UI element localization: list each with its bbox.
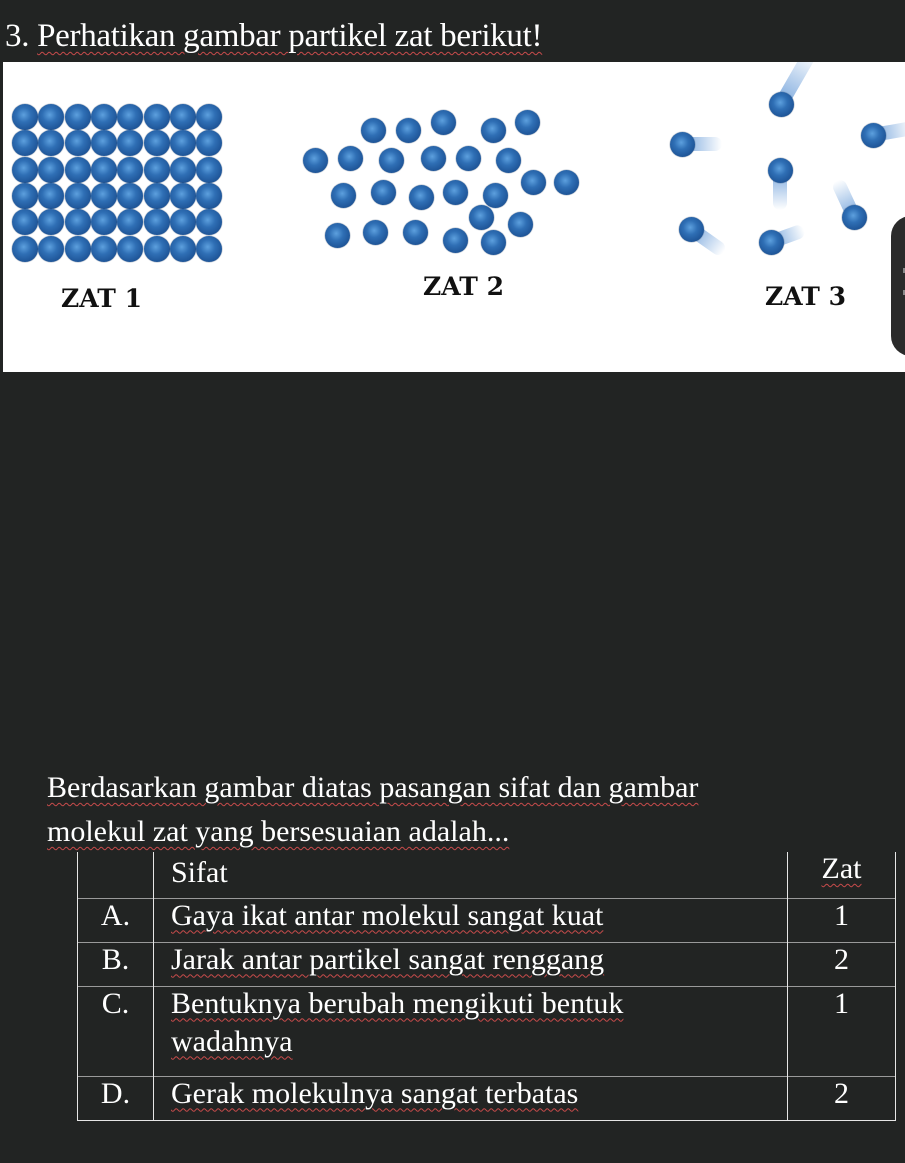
header-zat-cell: [788, 852, 896, 898]
particle: [196, 157, 222, 183]
particle: [371, 180, 396, 205]
particle: [196, 209, 222, 235]
particle: [144, 183, 170, 209]
particle: [483, 183, 508, 208]
option-sifat-cont: wadahnya: [171, 1024, 293, 1058]
particle: [325, 223, 350, 248]
particle: [38, 130, 64, 156]
particle: [196, 104, 222, 130]
particle: [144, 157, 170, 183]
particle: [379, 148, 404, 173]
particle: [65, 209, 91, 235]
particle: [12, 209, 38, 235]
option-zat: 2: [788, 1076, 896, 1120]
option-zat: 2: [788, 942, 896, 986]
particle: [117, 183, 143, 209]
particle: [496, 148, 521, 173]
zat-1-label: ZAT 1: [61, 284, 142, 313]
particle: [842, 205, 867, 230]
zat-3-label: ZAT 3: [765, 282, 846, 311]
particle: [117, 130, 143, 156]
particle: [144, 130, 170, 156]
table-row[interactable]: [78, 986, 896, 1076]
particle: [91, 209, 117, 235]
particle: [196, 183, 222, 209]
particle: [759, 230, 784, 255]
table-row[interactable]: [78, 1076, 896, 1120]
particle: [331, 183, 356, 208]
particle: [91, 130, 117, 156]
particle: [38, 104, 64, 130]
particle: [65, 130, 91, 156]
particle: [170, 236, 196, 262]
zat-2-label: ZAT 2: [423, 272, 504, 301]
particle: [508, 212, 533, 237]
header-sifat: Sifat: [154, 852, 788, 898]
question-title: [5, 18, 542, 55]
answer-table: [77, 852, 896, 1121]
particle: [65, 183, 91, 209]
option-sifat: Gaya ikat antar molekul sangat kuat: [171, 898, 604, 932]
question-title-text: Perhatikan gambar partikel zat berikut!: [37, 18, 543, 54]
particle: [117, 104, 143, 130]
particle: [443, 228, 468, 253]
particle: [670, 132, 695, 157]
particle: [456, 146, 481, 171]
particle: [481, 118, 506, 143]
particle: [170, 104, 196, 130]
particle: [12, 236, 38, 262]
particle: [196, 130, 222, 156]
particle: [403, 220, 428, 245]
particle: [521, 170, 546, 195]
header-zat: Zat: [821, 852, 862, 885]
option-sifat-cell: [154, 986, 788, 1076]
particle: [12, 104, 38, 130]
particle: [38, 157, 64, 183]
particle: [170, 157, 196, 183]
particle: [144, 104, 170, 130]
particle: [409, 185, 434, 210]
particle: [65, 104, 91, 130]
particle: [144, 209, 170, 235]
option-letter: B.: [78, 942, 154, 986]
option-sifat: Gerak molekulnya sangat terbatas: [171, 1076, 579, 1110]
prompt-line-2: molekul zat yang bersesuaian adalah...: [47, 815, 510, 848]
particle: [170, 183, 196, 209]
particle: [65, 157, 91, 183]
particle: [117, 236, 143, 262]
particle: [117, 157, 143, 183]
particle: [431, 110, 456, 135]
particle: [515, 110, 540, 135]
particle: [38, 209, 64, 235]
particle: [170, 130, 196, 156]
particle: [769, 92, 794, 117]
particle: [679, 217, 704, 242]
option-letter: C.: [78, 986, 154, 1076]
prompt-line-1: Berdasarkan gambar diatas pasangan sifat dan gambar: [47, 771, 699, 804]
option-sifat-cell: [154, 1076, 788, 1120]
particle: [12, 157, 38, 183]
particle: [91, 157, 117, 183]
particle: [144, 236, 170, 262]
particle-figure: [3, 62, 905, 372]
particle: [91, 236, 117, 262]
particle: [443, 180, 468, 205]
particle: [363, 220, 388, 245]
particle: [768, 158, 793, 183]
particle: [38, 236, 64, 262]
question-prompt: [47, 766, 847, 854]
particle: [12, 183, 38, 209]
particle: [469, 205, 494, 230]
particle: [421, 146, 446, 171]
particle: [91, 183, 117, 209]
particle: [12, 130, 38, 156]
table-row[interactable]: [78, 898, 896, 942]
side-panel-handle[interactable]: [891, 216, 905, 356]
particle: [361, 118, 386, 143]
option-sifat: Jarak antar partikel sangat renggang: [171, 942, 605, 976]
option-sifat-cell: [154, 942, 788, 986]
table-header: [78, 852, 896, 898]
particle: [396, 118, 421, 143]
particle: [554, 170, 579, 195]
particle: [91, 104, 117, 130]
particle: [861, 123, 886, 148]
option-zat: 1: [788, 986, 896, 1076]
option-zat: 1: [788, 898, 896, 942]
option-sifat: Bentuknya berubah mengikuti bentuk: [171, 986, 624, 1020]
option-letter: A.: [78, 898, 154, 942]
particle: [117, 209, 143, 235]
option-sifat-cell: [154, 898, 788, 942]
particle: [65, 236, 91, 262]
particle: [38, 183, 64, 209]
particle: [338, 146, 363, 171]
particle: [481, 230, 506, 255]
particle: [303, 148, 328, 173]
question-number: 3.: [5, 18, 30, 54]
particle: [170, 209, 196, 235]
particle: [196, 236, 222, 262]
header-letter: [78, 852, 154, 898]
table-row[interactable]: [78, 942, 896, 986]
option-letter: D.: [78, 1076, 154, 1120]
